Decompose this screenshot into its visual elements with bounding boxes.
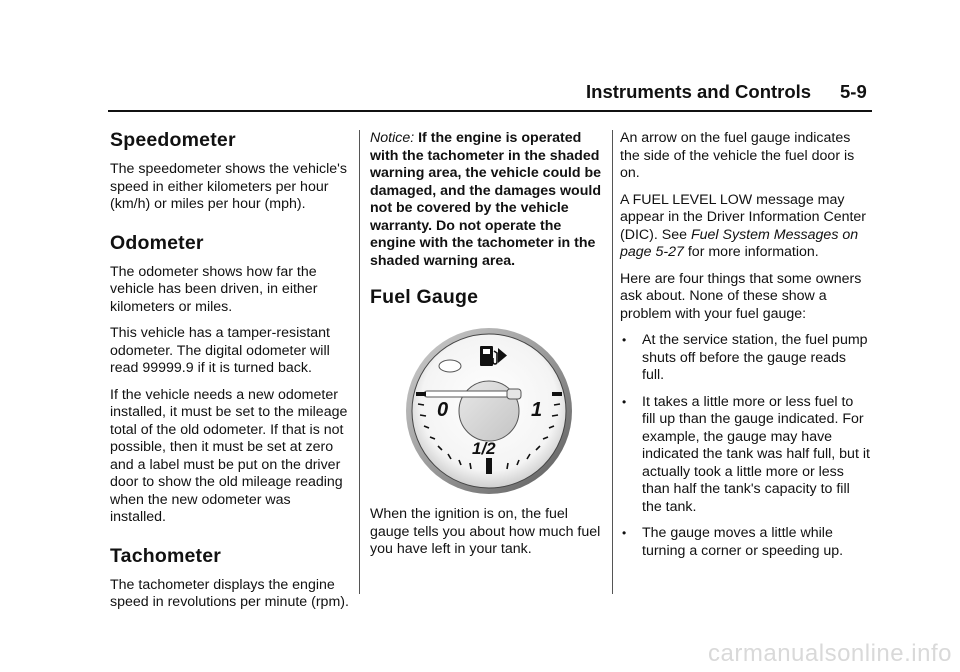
- page-number: 5-9: [840, 81, 867, 102]
- half-mark: [486, 458, 492, 474]
- section-title: Instruments and Controls: [586, 81, 812, 102]
- bullet-icon: •: [622, 394, 627, 409]
- odometer-paragraph-2: This vehicle has a tamper-resistant odometer. The digital odometer will read 99999.9 if it is turned back.: [110, 325, 330, 376]
- column-divider-2: [612, 130, 613, 594]
- gauge-needle: [424, 389, 521, 399]
- fuel-gauge-illustration: [404, 326, 574, 496]
- gauge-label-full: 1: [531, 399, 543, 421]
- fuel-gauge-heading: Fuel Gauge: [370, 286, 479, 308]
- fuel-level-low-text: [620, 192, 870, 262]
- fuel-door-arrow-text: An arrow on the fuel gauge indicates the side of the vehicle the fuel door is on.: [620, 130, 855, 181]
- column-2: [370, 130, 608, 568]
- list-item-text: At the service station, the fuel pump shuts off before the gauge reads full.: [642, 332, 868, 383]
- notice: [370, 130, 608, 270]
- gauge-label-half: 1/2: [472, 439, 496, 458]
- empty-mark: [416, 392, 426, 396]
- header-rule: [108, 110, 872, 112]
- fuel-level-low-pre: A FUEL LEVEL LOW message may appear in the Driver Information Center (DIC). See: [620, 191, 867, 243]
- notice-text: If the engine is operated with the tachometer in the shaded warning area, the vehicle could be damaged, and the damages would not be covered by the vehicle warranty. Do not operate the engine with the tachometer in the shaded warning area.: [370, 130, 602, 269]
- column-divider-1: [359, 130, 360, 594]
- fuel-system-messages-reference: Fuel System Messages on page 5-27: [620, 226, 859, 260]
- list-item-text: The gauge moves a little while turning a corner or speeding up.: [642, 525, 844, 559]
- bullet-icon: •: [622, 333, 627, 347]
- list-item: [620, 332, 870, 385]
- notice-label: Notice:: [370, 130, 415, 146]
- fuel-level-low-post: for more information.: [687, 244, 819, 260]
- questions-list: [620, 332, 870, 560]
- speedometer-text: The speedometer shows the vehicle's speed in either kilometers per hour (km/h) or miles per hour (mph).: [110, 161, 347, 212]
- list-item: [620, 525, 870, 560]
- gauge-label-empty: 0: [437, 399, 449, 421]
- odometer-heading: Odometer: [110, 231, 204, 254]
- bullet-icon: •: [622, 526, 627, 540]
- column-3: [620, 130, 870, 569]
- fuel-gauge-text: When the ignition is on, the fuel gauge tells you about how much fuel you have left in your tank.: [370, 506, 601, 557]
- tachometer-heading: Tachometer: [110, 544, 222, 567]
- column-1: [110, 129, 350, 621]
- indicator-lamp: [439, 360, 461, 372]
- tachometer-text: The tachometer displays the engine speed in revolutions per minute (rpm).: [110, 576, 349, 610]
- speedometer-heading: Speedometer: [110, 129, 236, 151]
- full-mark: [552, 392, 562, 396]
- list-item-text: It takes a little more or less fuel to fill up than the gauge indicated. For example, the gauge may have indicated the tank was half full, but it actually took a little more or less than half the tank's capacity to fill the tank.: [642, 393, 870, 515]
- questions-intro: Here are four things that some owners ask about. None of these show a problem with your fuel gauge:: [620, 270, 862, 322]
- list-item: [620, 394, 870, 517]
- odometer-paragraph-1: The odometer shows how far the vehicle has been driven, in either kilometers or miles.: [110, 263, 318, 315]
- watermark: carmanualsonline.info: [708, 640, 952, 667]
- odometer-paragraph-3: If the vehicle needs a new odometer installed, it must be set to the mileage total of the old odometer. If that is not possible, then it must be set at zero and a label must be put on the driver door to show the old mileage reading when the new odometer was installed.: [110, 386, 348, 525]
